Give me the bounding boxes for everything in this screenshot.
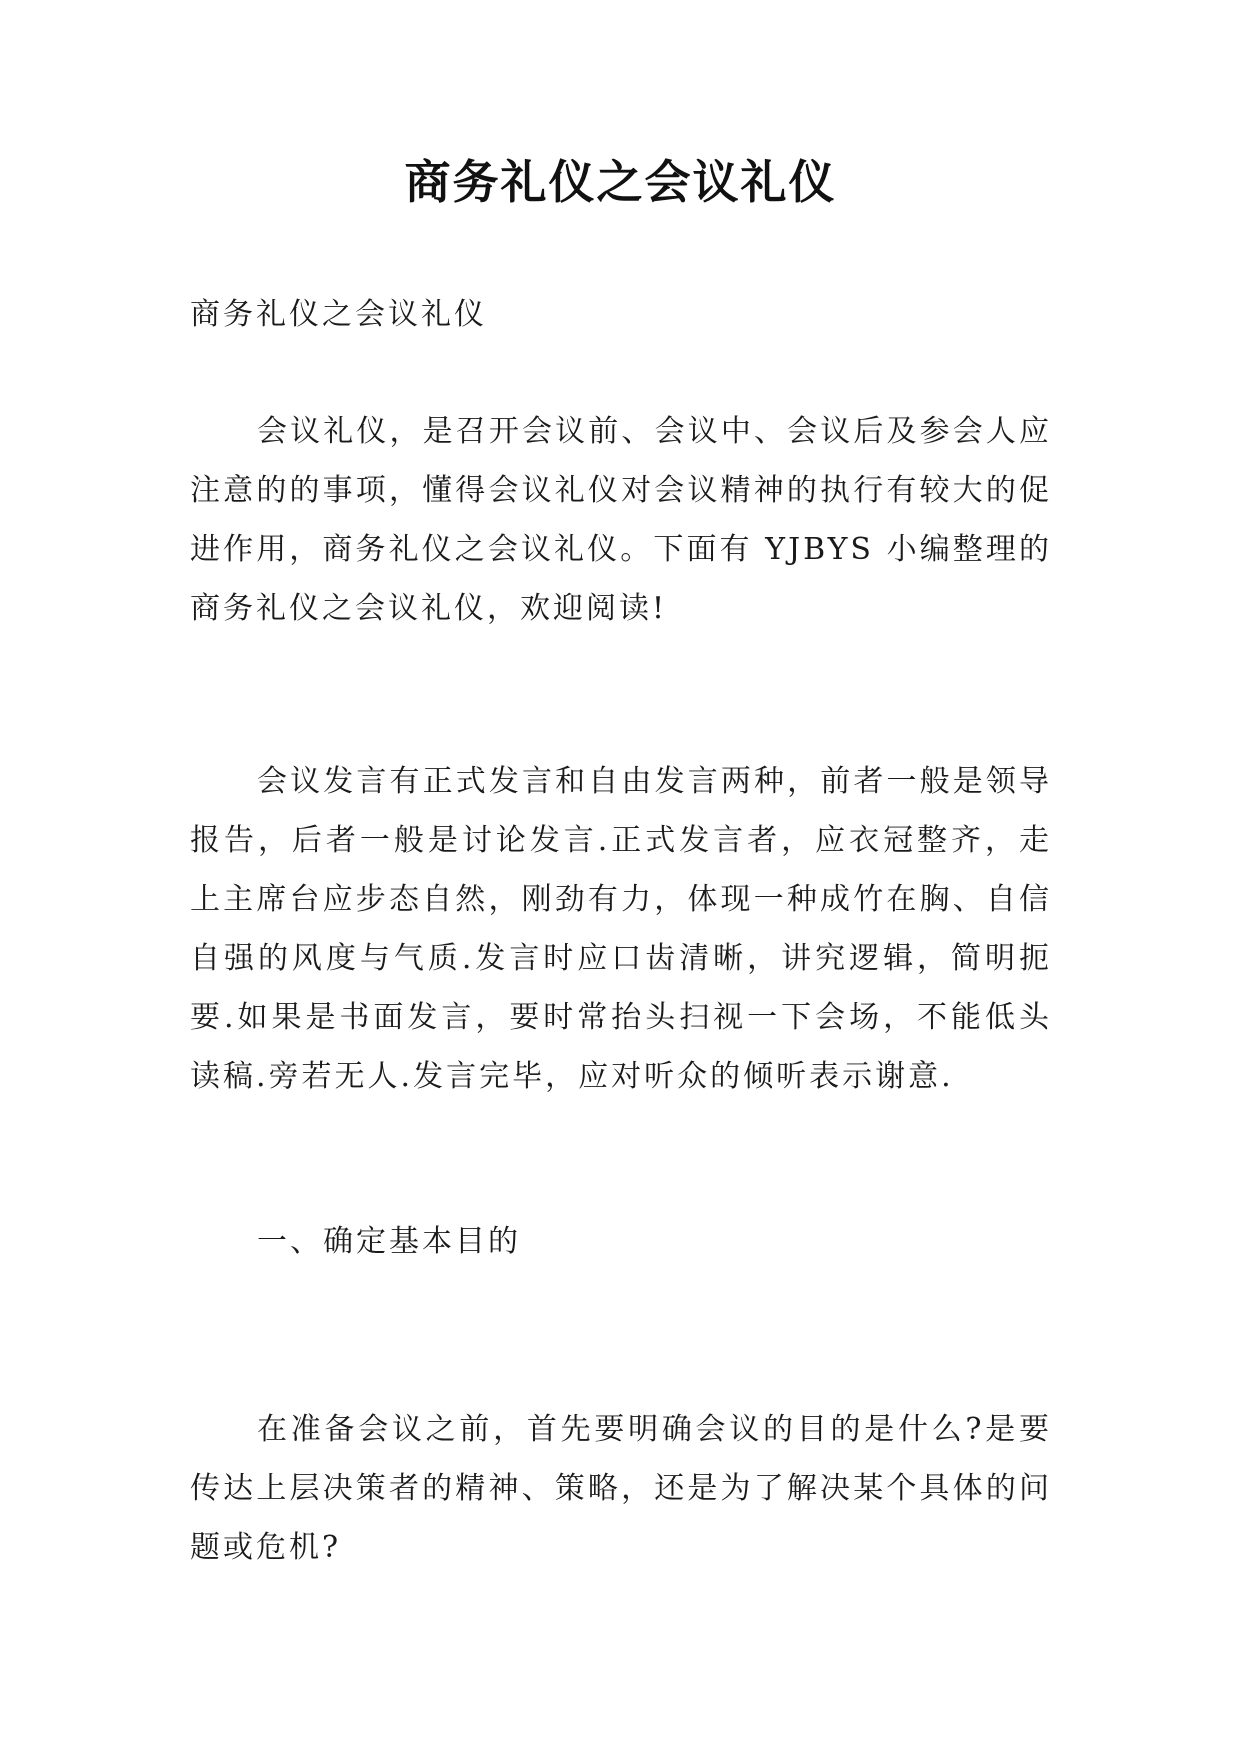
section-heading: 一、确定基本目的 — [257, 1224, 521, 1259]
paragraph-purpose: 在准备会议之前，首先要明确会议的目的是什么?是要传达上层决策者的精神、策略，还是为了解决某个具体的问题或危机? — [190, 1412, 1052, 1565]
document-title: 商务礼仪之会议礼仪 — [404, 155, 837, 209]
document-subtitle: 商务礼仪之会议礼仪 — [190, 297, 487, 332]
paragraph-intro: 会议礼仪，是召开会议前、会议中、会议后及参会人应注意的的事项，懂得会议礼仪对会议精神的执行有较大的促进作用，商务礼仪之会议礼仪。下面有 YJBYS 小编整理的商务礼仪之会议礼仪，欢迎阅读! — [190, 414, 1052, 626]
paragraph-speech: 会议发言有正式发言和自由发言两种，前者一般是领导报告，后者一般是讨论发言.正式发言者，应衣冠整齐，走上主席台应步态自然，刚劲有力，体现一种成竹在胸、自信自强的风度与气质.发言时应口齿清晰，讲究逻辑，简明扼要.如果是书面发言，要时常抬头扫视一下会场，不能低头读稿.旁若无人.发言完毕，应对听众的倾听表示谢意. — [190, 764, 1052, 1094]
